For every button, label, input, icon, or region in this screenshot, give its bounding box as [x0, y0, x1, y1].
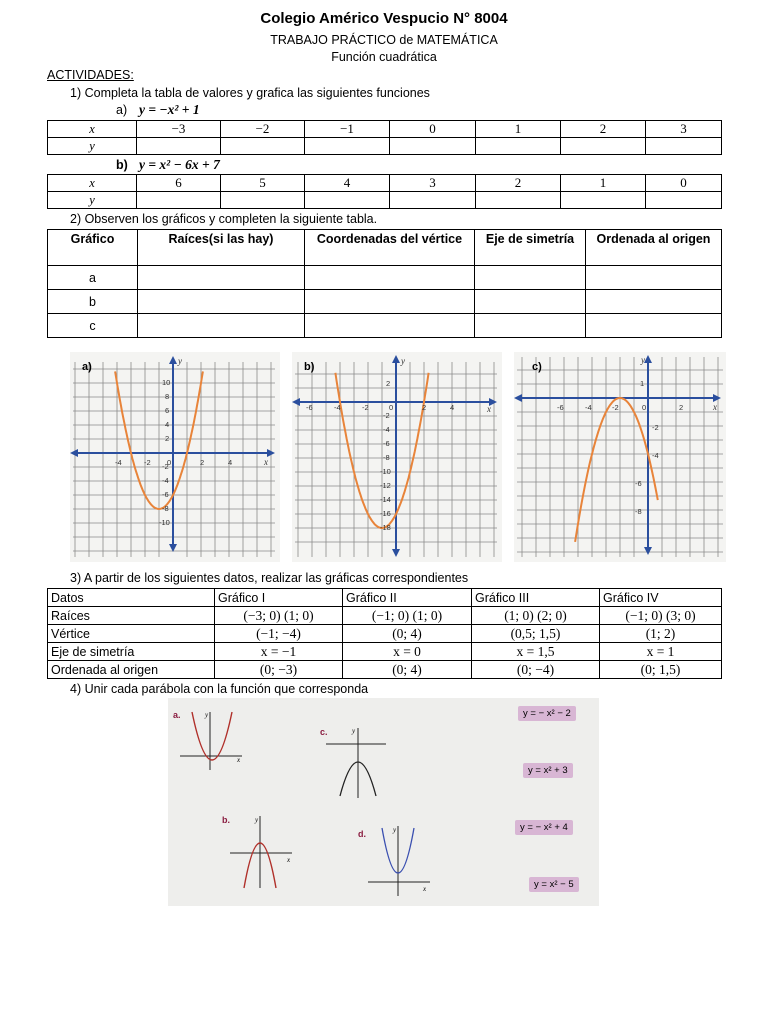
row-label: a: [48, 266, 138, 290]
graph-a-tick-y: -6: [162, 490, 169, 499]
graph-a-label: a): [82, 361, 92, 373]
data-cell: (−1; 0) (1; 0): [343, 607, 472, 625]
graph-b-tick-y: -12: [380, 481, 391, 490]
table-b-x-cell: 0: [646, 175, 722, 192]
table-graph-analysis: [47, 229, 722, 338]
table-b-y-cell[interactable]: [561, 192, 646, 209]
table-a-y-cell[interactable]: [305, 138, 390, 155]
graph-c-tick-x: -6: [557, 403, 564, 412]
data-cell: (0; 4): [343, 661, 472, 679]
q1b-label: b): [116, 158, 128, 172]
graph-a-tick-y: 2: [165, 434, 170, 443]
function-label-2[interactable]: y = x² + 3: [523, 763, 573, 778]
answer-cell[interactable]: [305, 266, 475, 290]
table-b-x-cell: 2: [476, 175, 561, 192]
graph-b-tick-y: 2: [386, 379, 391, 388]
answer-cell[interactable]: [475, 290, 586, 314]
header-cell: Gráfico: [48, 230, 138, 266]
graph-c-tick-y: -2: [652, 423, 659, 432]
table-a-x-row: [48, 121, 722, 138]
table-a-x-cell: 3: [646, 121, 722, 138]
graph-b-y-axis-label: y: [401, 356, 405, 366]
answer-cell[interactable]: [138, 314, 305, 338]
graph-c-label: c): [532, 361, 542, 373]
row-label: Vértice: [48, 625, 215, 643]
table-a-y-cell[interactable]: [390, 138, 476, 155]
row-label: b: [48, 290, 138, 314]
graph-a-tick-y: 4: [165, 420, 170, 429]
table-b-x-cell: 4: [305, 175, 390, 192]
matching-graph-c-label: c.: [320, 727, 328, 737]
graph-c-tick-y: -8: [635, 507, 642, 516]
table-row: [48, 266, 722, 290]
graph-b-tick-x: 2: [422, 403, 427, 412]
table-a-y-cell[interactable]: [137, 138, 221, 155]
answer-cell[interactable]: [586, 314, 722, 338]
graph-b-tick-y: -4: [383, 425, 390, 434]
table-b-x-row: [48, 175, 722, 192]
graph-a-x-axis-label: x: [264, 457, 268, 467]
row-label: Ordenada al origen: [48, 661, 215, 679]
data-cell: (0,5; 1,5): [472, 625, 600, 643]
q3-text: 3) A partir de los siguientes datos, realizar las gráficas correspondientes: [70, 571, 469, 585]
header-cell: Datos: [48, 589, 215, 607]
header-cell: Raíces(si las hay): [138, 230, 305, 266]
matching-graph-b: [222, 815, 292, 888]
table-row: [48, 625, 722, 643]
graph-c-tick-y: 1: [640, 379, 645, 388]
table-a: [47, 120, 722, 155]
x-label: x: [48, 121, 137, 138]
table-b-y-cell[interactable]: [476, 192, 561, 209]
graph-a-tick-x: 2: [200, 458, 205, 467]
table-b-x-cell: 5: [221, 175, 305, 192]
data-cell: (0; 4): [343, 625, 472, 643]
graph-a-tick-y: -10: [159, 518, 170, 527]
matching-graph-a-label: a.: [173, 710, 181, 720]
graph-b-label: b): [304, 361, 315, 373]
answer-cell[interactable]: [586, 266, 722, 290]
data-cell: (0; −3): [215, 661, 343, 679]
table-a-x-cell: 2: [561, 121, 646, 138]
graph-c-tick-x: 2: [679, 403, 684, 412]
answer-cell[interactable]: [138, 266, 305, 290]
answer-cell[interactable]: [586, 290, 722, 314]
graph-a-tick-x: 0: [167, 458, 172, 467]
axis-y-label: y: [205, 711, 209, 719]
row-label: Raíces: [48, 607, 215, 625]
header-cell: Gráfico III: [472, 589, 600, 607]
data-cell: (−3; 0) (1; 0): [215, 607, 343, 625]
answer-cell[interactable]: [475, 314, 586, 338]
table-b-x-cell: 3: [390, 175, 476, 192]
header-cell: Ordenada al origen: [586, 230, 722, 266]
q1b-function: y = x² − 6x + 7: [139, 157, 220, 172]
table-a-y-cell[interactable]: [646, 138, 722, 155]
q4-text: 4) Unir cada parábola con la función que corresponda: [70, 682, 369, 696]
q1a-label: a): [116, 103, 128, 117]
table-a-y-cell[interactable]: [221, 138, 305, 155]
data-cell: (1; 2): [600, 625, 722, 643]
data-cell: (1; 0) (2; 0): [472, 607, 600, 625]
header-cell: Coordenadas del vértice: [305, 230, 475, 266]
table-b-x-cell: 1: [561, 175, 646, 192]
graph-b-tick-x: 4: [450, 403, 455, 412]
table-a-x-cell: −1: [305, 121, 390, 138]
data-cell: (0; −4): [472, 661, 600, 679]
table-b-y-cell[interactable]: [305, 192, 390, 209]
row-label: Eje de simetría: [48, 643, 215, 661]
graph-b-tick-x: 0: [389, 403, 394, 412]
activities-heading: ACTIVIDADES:: [47, 68, 134, 82]
table-a-x-cell: 0: [390, 121, 476, 138]
graph-a-tick-y: -4: [162, 476, 169, 485]
table-a-y-row: [48, 138, 722, 155]
graph-b-tick-y: -14: [380, 495, 391, 504]
topic-title: Función cuadrática: [331, 50, 437, 64]
table-graph-data: [47, 588, 722, 679]
graph-a-tick-x: 4: [228, 458, 233, 467]
answer-cell[interactable]: [138, 290, 305, 314]
table-b-y-cell[interactable]: [221, 192, 305, 209]
table-b-y-cell[interactable]: [137, 192, 221, 209]
graph-b-tick-y: -2: [383, 411, 390, 420]
graph-b-tick-y: -6: [383, 439, 390, 448]
answer-cell[interactable]: [475, 266, 586, 290]
graph-a: [70, 352, 280, 562]
function-label-3[interactable]: y = − x² + 4: [515, 820, 573, 835]
table-a-y-cell[interactable]: [476, 138, 561, 155]
table-row: [48, 314, 722, 338]
graph-b-tick-y: -18: [380, 523, 391, 532]
table-b-y-cell[interactable]: [646, 192, 722, 209]
answer-cell[interactable]: [305, 290, 475, 314]
q2-text: 2) Observen los gráficos y completen la siguiente tabla.: [70, 212, 378, 226]
matching-graph-a: [173, 710, 242, 770]
graph-c-tick-y: -4: [652, 451, 659, 460]
matching-graph-d: [358, 826, 430, 896]
axis-x-label: x: [423, 885, 427, 893]
graph-b-tick-x: -6: [306, 403, 313, 412]
data-cell: x = 0: [343, 643, 472, 661]
graph-b-x-axis-label: x: [487, 404, 491, 414]
graph-a-tick-y: -2: [162, 462, 169, 471]
y-label: y: [48, 138, 137, 155]
x-label: x: [48, 175, 137, 192]
q1a-function: y = −x² + 1: [139, 102, 200, 117]
graph-c-y-axis-label: y: [641, 355, 645, 365]
table-a-x-cell: −3: [137, 121, 221, 138]
data-cell: x = −1: [215, 643, 343, 661]
graph-b-tick-y: -16: [380, 509, 391, 518]
table-b: [47, 174, 722, 209]
header-cell: Gráfico II: [343, 589, 472, 607]
header-cell: Gráfico I: [215, 589, 343, 607]
graph-b: [292, 352, 502, 562]
header-cell: Gráfico IV: [600, 589, 722, 607]
graph-a-tick-y: -8: [162, 504, 169, 513]
graph-c-tick-x: 0: [642, 403, 647, 412]
graph-b-tick-y: -8: [383, 453, 390, 462]
table-b-y-row: [48, 192, 722, 209]
table-row: [48, 643, 722, 661]
subject-title: TRABAJO PRÁCTICO de MATEMÁTICA: [270, 33, 498, 47]
matching-photo: [168, 698, 599, 906]
axis-y-label: y: [352, 727, 356, 735]
graph-a-tick-x: -2: [144, 458, 151, 467]
table-graph-analysis-header: [48, 230, 722, 266]
graph-c-tick-x: -4: [585, 403, 592, 412]
graph-a-y-axis-label: y: [178, 356, 182, 366]
row-label: c: [48, 314, 138, 338]
axis-y-label: y: [393, 826, 397, 834]
data-cell: (0; 1,5): [600, 661, 722, 679]
function-label-1[interactable]: y = − x² − 2: [518, 706, 576, 721]
graph-a-tick-y: 6: [165, 406, 170, 415]
table-row: [48, 290, 722, 314]
graph-a-tick-x: -4: [115, 458, 122, 467]
data-cell: x = 1,5: [472, 643, 600, 661]
graph-a-paper: [70, 352, 280, 562]
axis-x-label: x: [237, 756, 241, 764]
table-a-x-cell: −2: [221, 121, 305, 138]
y-label: y: [48, 192, 137, 209]
axis-x-label: x: [287, 856, 291, 864]
table-b-x-cell: 6: [137, 175, 221, 192]
matching-graph-c: [320, 727, 386, 798]
graph-a-tick-y: 8: [165, 392, 170, 401]
matching-graph-b-label: b.: [222, 815, 230, 825]
graph-b-tick-x: -4: [334, 403, 341, 412]
function-label-4[interactable]: y = x² − 5: [529, 877, 579, 892]
q1-text: 1) Completa la tabla de valores y grafica las siguientes funciones: [70, 86, 430, 100]
graph-c-x-axis-label: x: [713, 402, 717, 412]
table-row: [48, 607, 722, 625]
table-row: [48, 661, 722, 679]
answer-cell[interactable]: [305, 314, 475, 338]
graph-a-tick-y: 10: [162, 378, 171, 387]
graph-c: [514, 352, 726, 562]
table-b-y-cell[interactable]: [390, 192, 476, 209]
table-a-y-cell[interactable]: [561, 138, 646, 155]
school-name: Colegio Américo Vespucio N° 8004: [260, 10, 508, 27]
data-cell: (−1; −4): [215, 625, 343, 643]
graph-c-tick-x: -2: [612, 403, 619, 412]
matching-graphs: [168, 698, 599, 906]
graph-c-tick-y: -6: [635, 479, 642, 488]
table-graph-data-header: [48, 589, 722, 607]
axis-y-label: y: [255, 816, 259, 824]
graph-b-tick-x: -2: [362, 403, 369, 412]
header-cell: Eje de simetría: [475, 230, 586, 266]
matching-graph-d-label: d.: [358, 829, 366, 839]
graph-b-tick-y: -10: [380, 467, 391, 476]
data-cell: (−1; 0) (3; 0): [600, 607, 722, 625]
table-a-x-cell: 1: [476, 121, 561, 138]
data-cell: x = 1: [600, 643, 722, 661]
